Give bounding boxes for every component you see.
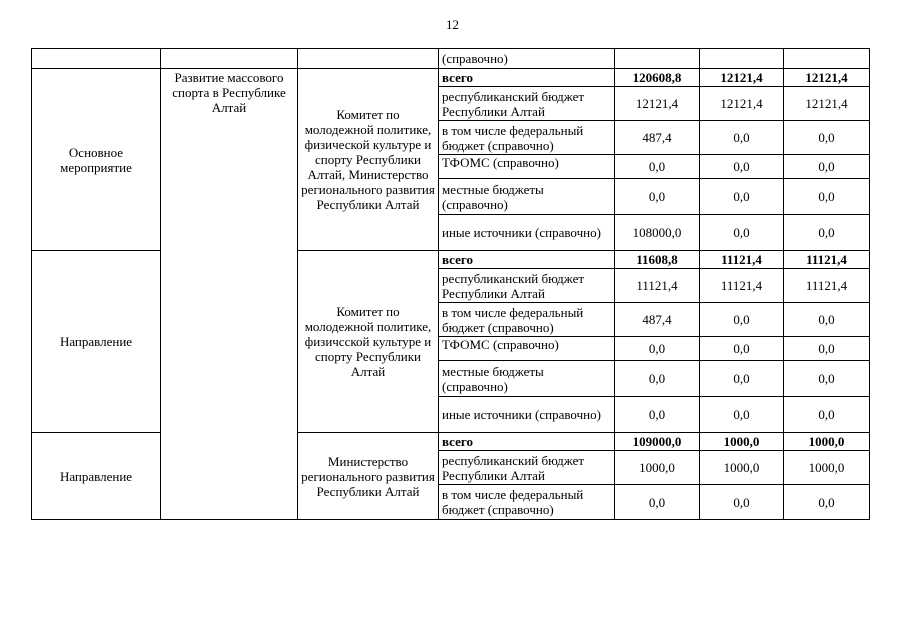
- source-cell: ТФОМС (справочно): [439, 337, 615, 361]
- executor-cell: Комитет по молодежной политике, физической культуре и спорту Республики Алтай, Министерство регионального развития Республики Алтай: [298, 69, 439, 251]
- value-cell: 109000,0: [615, 433, 700, 451]
- value-cell: 0,0: [784, 215, 870, 251]
- value-cell: 12121,4: [615, 87, 700, 121]
- source-cell: местные бюджеты (справочно): [439, 179, 615, 215]
- table-row: [32, 251, 870, 269]
- value-cell: 0,0: [784, 179, 870, 215]
- source-cell: иные источники (справочно): [439, 397, 615, 433]
- event-type-cell: Направление: [32, 251, 161, 433]
- value-cell: 0,0: [615, 179, 700, 215]
- source-cell: иные источники (справочно): [439, 215, 615, 251]
- value-cell: 0,0: [615, 361, 700, 397]
- value-cell: 0,0: [615, 337, 700, 361]
- value-cell: 12121,4: [700, 87, 784, 121]
- value-cell: 11608,8: [615, 251, 700, 269]
- event-type-cell: Основное мероприятие: [32, 69, 161, 251]
- value-cell: 11121,4: [700, 251, 784, 269]
- executor-cell: Комитет по молодежной политике, физичсской культуре и спорту Республики Алтай: [298, 251, 439, 433]
- source-cell: в том числе федеральный бюджет (справочно): [439, 485, 615, 520]
- event-type-cell: Направление: [32, 433, 161, 520]
- value-cell: 0,0: [700, 361, 784, 397]
- value-cell: 0,0: [700, 155, 784, 179]
- value-cell: 1000,0: [784, 433, 870, 451]
- table-row: [32, 69, 870, 87]
- value-cell: 0,0: [784, 337, 870, 361]
- value-cell: 0,0: [615, 485, 700, 520]
- source-cell: всего: [439, 251, 615, 269]
- value-cell: 12121,4: [784, 87, 870, 121]
- value-cell: 108000,0: [615, 215, 700, 251]
- source-cell: всего: [439, 69, 615, 87]
- source-cell: в том числе федеральный бюджет (справочно): [439, 303, 615, 337]
- executor-cell: Министерство регионального развития Республики Алтай: [298, 433, 439, 520]
- budget-table: [31, 48, 870, 520]
- value-cell: 487,4: [615, 303, 700, 337]
- page-number: 12: [446, 17, 459, 32]
- value-cell: 11121,4: [615, 269, 700, 303]
- value-cell: 0,0: [784, 121, 870, 155]
- source-cell: республиканский бюджет Республики Алтай: [439, 87, 615, 121]
- table-row: [32, 49, 870, 69]
- value-cell: 0,0: [700, 485, 784, 520]
- source-cell: в том числе федеральный бюджет (справочно): [439, 121, 615, 155]
- value-cell: 12121,4: [700, 69, 784, 87]
- table-row: [32, 433, 870, 451]
- source-cell: республиканский бюджет Республики Алтай: [439, 451, 615, 485]
- value-cell: 0,0: [784, 303, 870, 337]
- value-cell: 487,4: [615, 121, 700, 155]
- source-cell: ТФОМС (справочно): [439, 155, 615, 179]
- event-name-cell: Развитие массового спорта в Республике Алтай: [161, 69, 298, 520]
- value-cell: 11121,4: [784, 269, 870, 303]
- value-cell: 0,0: [700, 337, 784, 361]
- value-cell: 11121,4: [784, 251, 870, 269]
- value-cell: 0,0: [700, 121, 784, 155]
- value-cell: 0,0: [700, 303, 784, 337]
- value-cell: 0,0: [700, 397, 784, 433]
- value-cell: 0,0: [615, 397, 700, 433]
- value-cell: 120608,8: [615, 69, 700, 87]
- value-cell: 1000,0: [700, 433, 784, 451]
- value-cell: 0,0: [615, 155, 700, 179]
- value-cell: 0,0: [784, 485, 870, 520]
- value-cell: 0,0: [784, 155, 870, 179]
- value-cell: 1000,0: [615, 451, 700, 485]
- value-cell: 12121,4: [784, 69, 870, 87]
- source-cell: республиканский бюджет Республики Алтай: [439, 269, 615, 303]
- value-cell: 1000,0: [784, 451, 870, 485]
- source-cell: (справочно): [439, 49, 615, 69]
- value-cell: 0,0: [784, 361, 870, 397]
- source-cell: всего: [439, 433, 615, 451]
- value-cell: 0,0: [700, 215, 784, 251]
- value-cell: 0,0: [700, 179, 784, 215]
- value-cell: 1000,0: [700, 451, 784, 485]
- value-cell: 0,0: [784, 397, 870, 433]
- value-cell: 11121,4: [700, 269, 784, 303]
- source-cell: местные бюджеты (справочно): [439, 361, 615, 397]
